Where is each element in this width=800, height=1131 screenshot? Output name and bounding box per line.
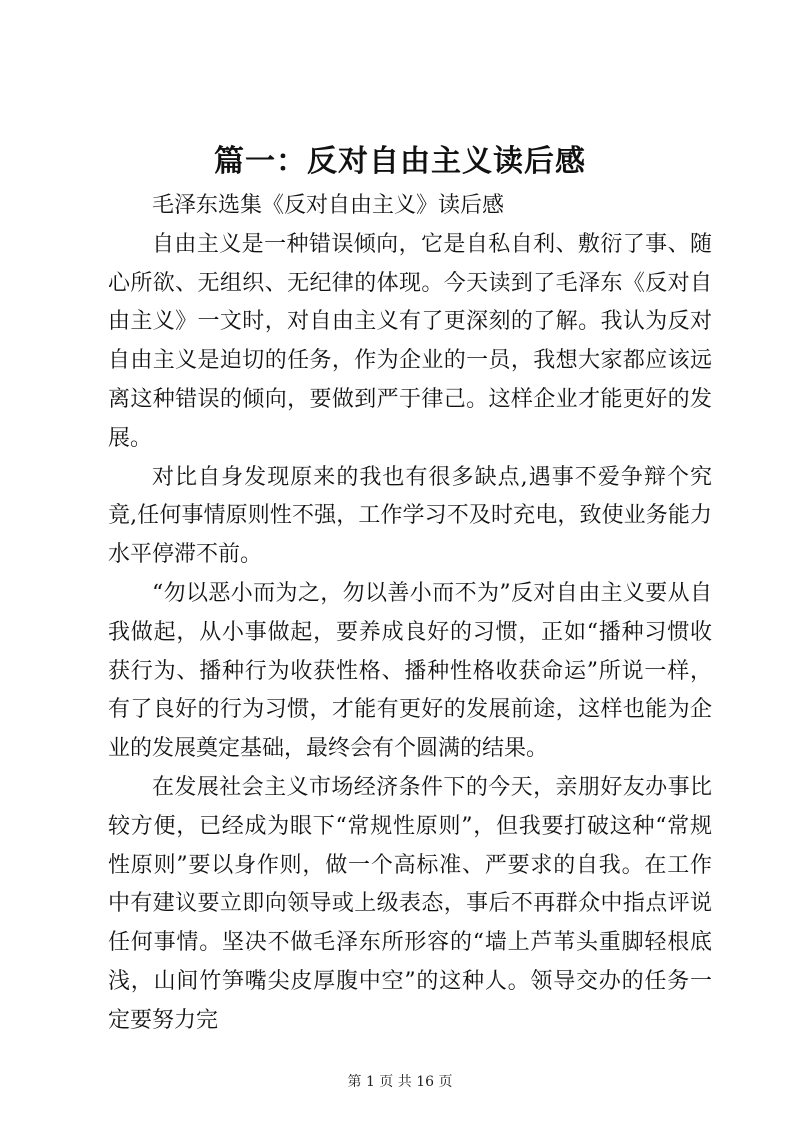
body-paragraph: 在发展社会主义市场经济条件下的今天，亲朋好友办事比较方便，已经成为眼下“常规性原则”，但我要打破这种“常规性原则”要以身作则，做一个高标准、严要求的自我。在工作中有建议要立即向领导或上级表态，事后不再群众中指点评说任何事情。坚决不做毛泽东所形容的“墙上芦苇头重脚轻根底浅，山间竹笋嘴尖皮厚腹中空”的这种人。领导交办的任务一定要努力完 [108, 774, 712, 1033]
document-body [108, 187, 712, 1041]
body-paragraph: 自由主义是一种错误倾向，它是自私自利、敷衍了事、随心所欲、无组织、无纪律的体现。今天读到了毛泽东《反对自由主义》一文时，对自由主义有了更深刻的了解。我认为反对自由主义是迫切的任务，作为企业的一员，我想大家都应该远离这种错误的倾向，要做到严于律己。这样企业才能更好的发展。 [108, 231, 712, 451]
body-paragraph: “勿以恶小而为之，勿以善小而不为”反对自由主义要从自我做起，从小事做起，要养成良好的习惯，正如“播种习惯收获行为、播种行为收获性格、播种性格收获命运”所说一样，有了良好的行为习惯，才能有更好的发展前途，这样也能为企业的发展奠定基础，最终会有个圆满的结果。 [108, 580, 712, 762]
body-paragraph: 对比自身发现原来的我也有很多缺点,遇事不爱争辩个究竟,任何事情原则性不强，工作学习不及时充电，致使业务能力水平停滞不前。 [108, 464, 712, 568]
page-number-footer: 第 1 页 共 16 页 [347, 1074, 453, 1090]
document-title: 篇一：反对自由主义读后感 [214, 144, 586, 179]
subtitle-paragraph: 毛泽东选集《反对自由主义》读后感 [152, 193, 505, 218]
